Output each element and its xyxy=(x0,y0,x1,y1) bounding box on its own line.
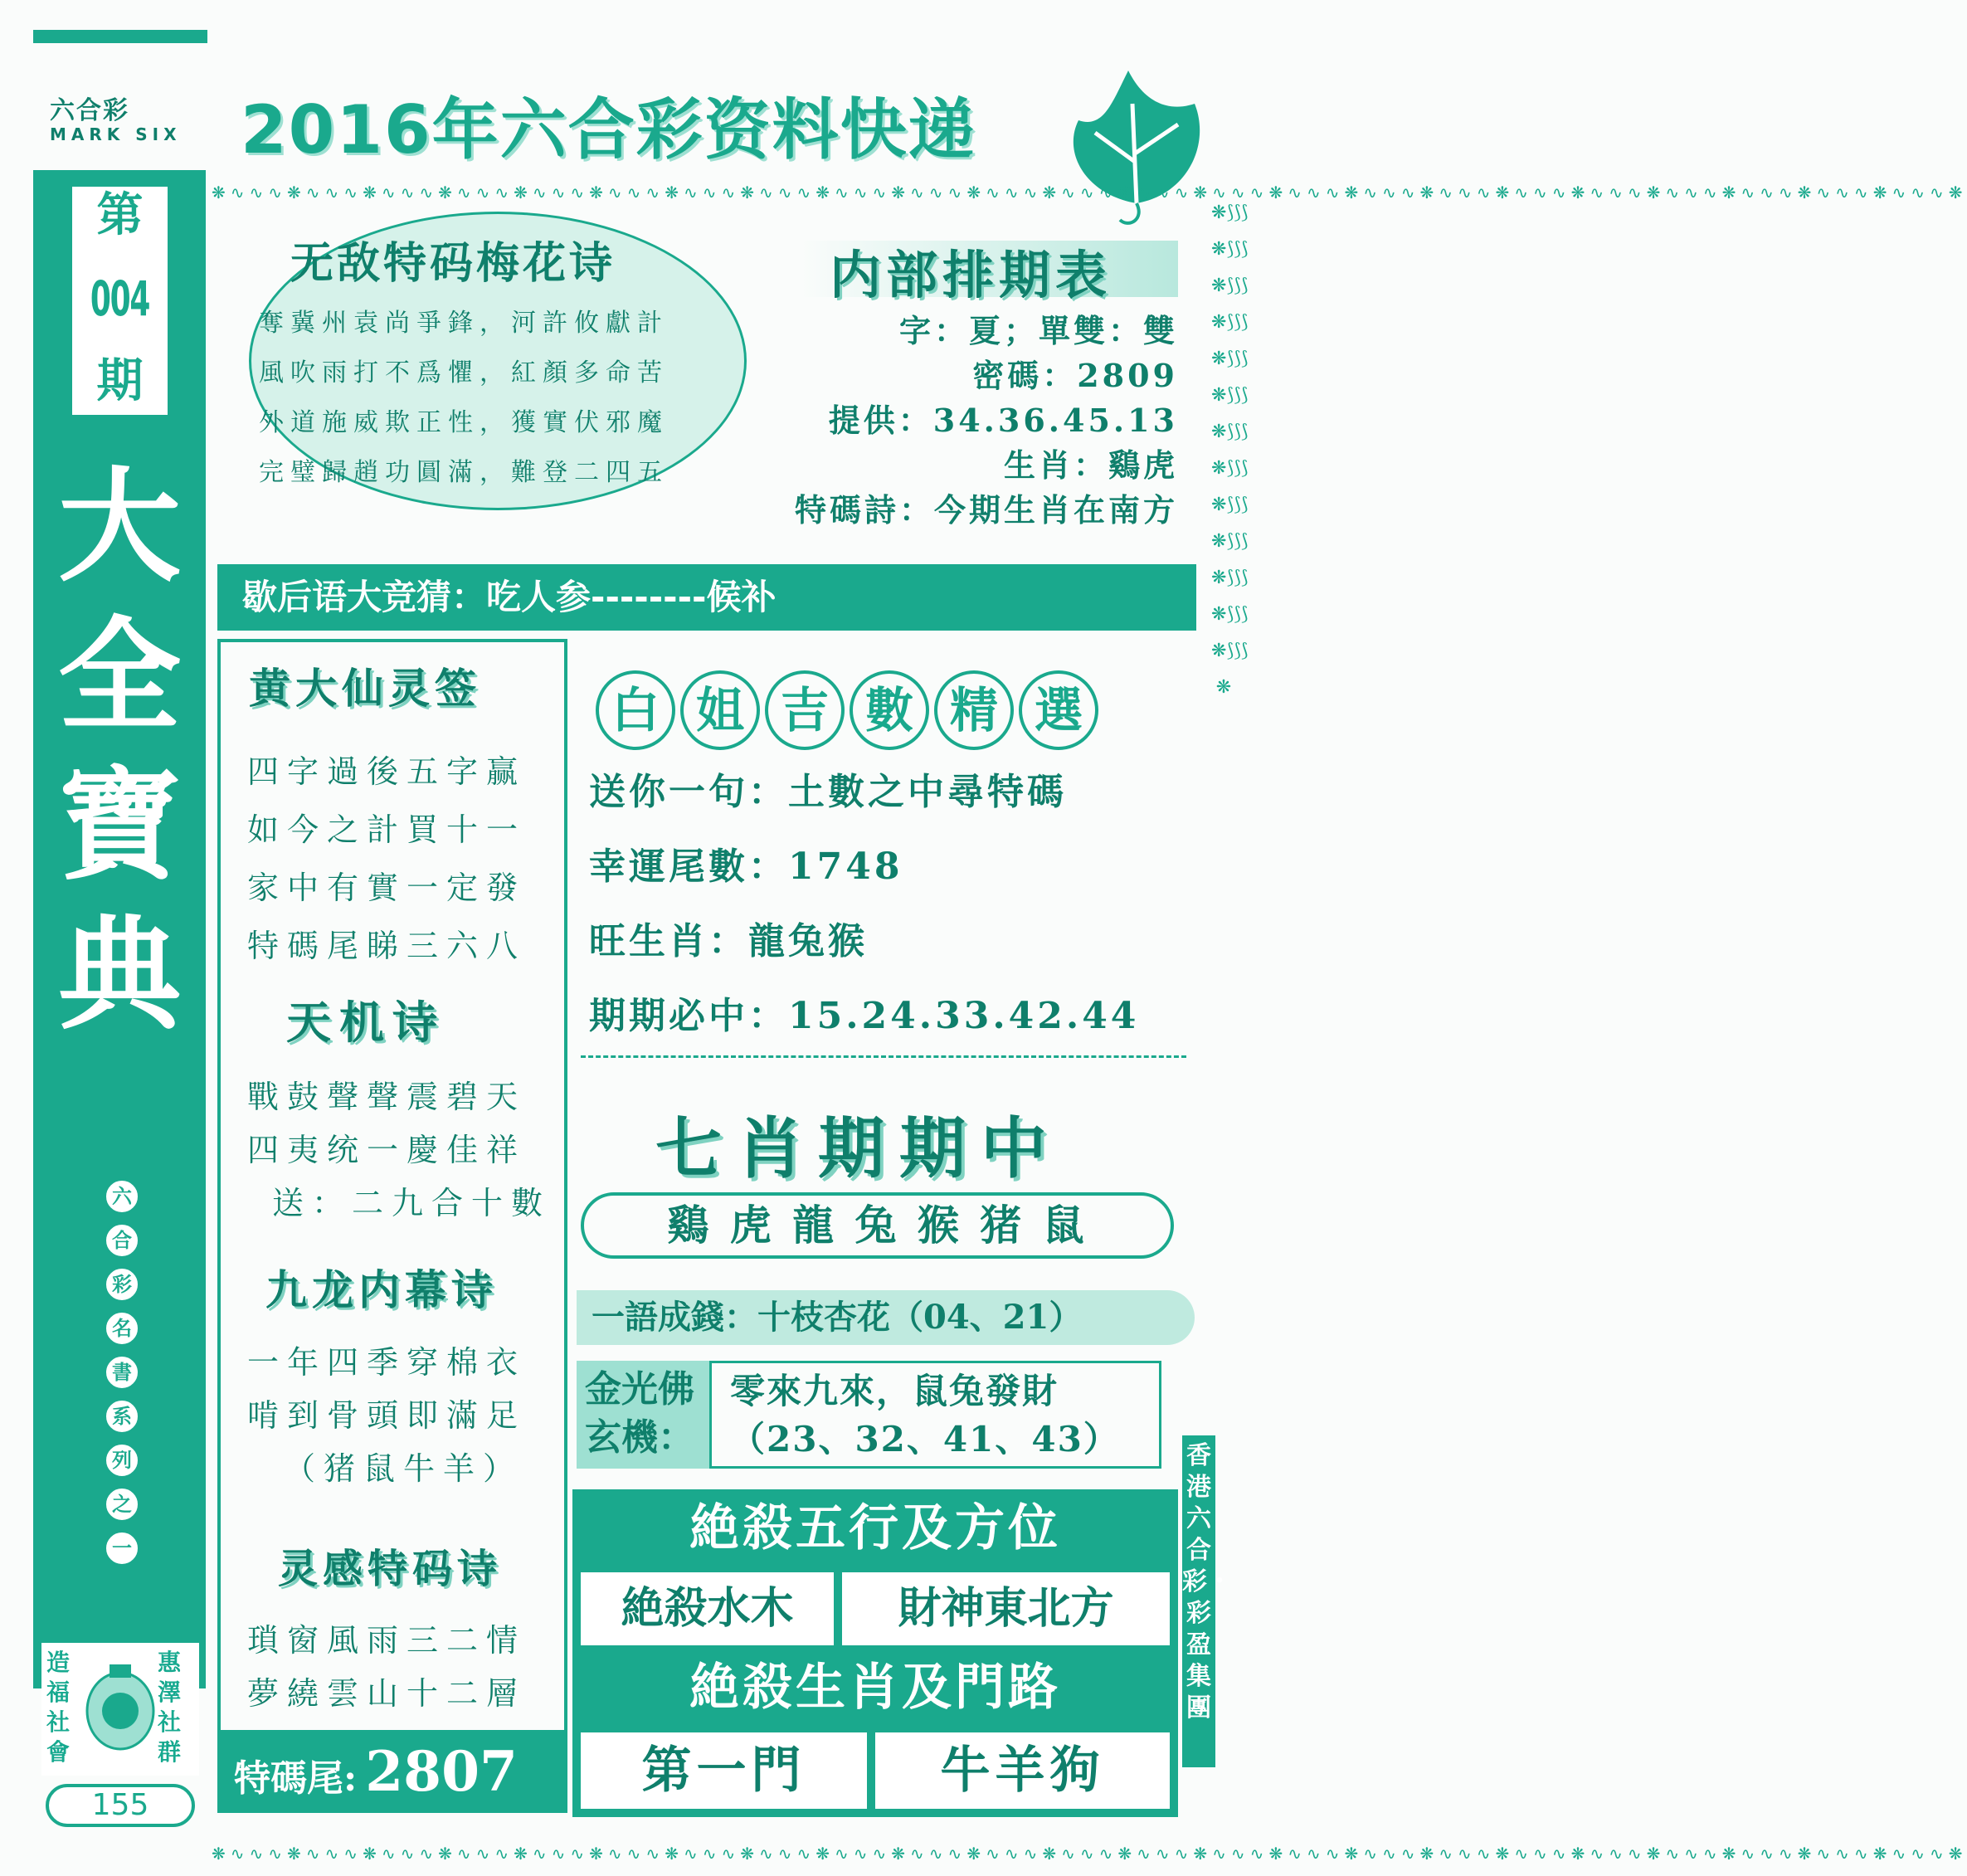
big-title-char: 大 xyxy=(58,456,181,598)
right-wave-border: ❋⟆⟆⟆❋⟆⟆⟆❋⟆⟆⟆❋⟆⟆⟆❋⟆⟆⟆❋⟆⟆⟆❋⟆⟆⟆❋⟆⟆⟆❋⟆⟆⟆❋⟆⟆⟆❋⟆⟆⟆❋⟆⟆⟆❋⟆⟆⟆❋ xyxy=(1211,202,1249,698)
riddle-label: 歇后语大竞猜： xyxy=(242,577,487,617)
buddha-line: （23、32、41、43） xyxy=(730,1419,1120,1459)
bai-row: 送你一句：土數之中尋特碼 xyxy=(589,771,1067,813)
kill-title-1: 絶殺五行及方位 xyxy=(689,1499,1061,1557)
section-title-tianji: 天机诗 xyxy=(286,996,445,1049)
verse-line: （猪鼠牛羊） xyxy=(284,1450,523,1487)
section-title-linggan: 灵感特码诗 xyxy=(278,1546,503,1592)
buddha-label-box xyxy=(577,1361,709,1469)
series-char: 系 xyxy=(104,1398,140,1435)
vertical-banner-text: 香港六合彩・彩盈集團 xyxy=(1182,1441,1232,1723)
verse-line: 一年四季穿棉衣 xyxy=(247,1344,527,1381)
vertical-banner xyxy=(1182,1435,1232,1767)
bottom-wave-border: ❋∿∿∿❋∿∿∿❋∿∿∿❋∿∿∿❋∿∿∿❋∿∿∿❋∿∿∿❋∿∿∿❋∿∿∿❋∿∿∿❋∿∿∿❋∿∿∿❋∿∿∿❋∿∿∿❋∿∿∿❋∿∿∿❋∿∿∿❋∿∿∿❋∿∿∿❋∿∿∿❋∿∿∿❋∿∿∿❋∿∿∿❋ xyxy=(212,1844,1967,1864)
poem-line: 外道施威欺正性，獲實伏邪魔 xyxy=(259,408,669,437)
top-bar xyxy=(33,30,207,43)
schedule-row: 字：夏；單雙：雙 xyxy=(898,312,1178,349)
big-title xyxy=(33,452,206,1050)
verse-line: 如今之計買十一 xyxy=(247,811,527,848)
bai-title-row xyxy=(596,670,1103,750)
issue-box xyxy=(72,187,168,415)
verse-line: 家中有實一定發 xyxy=(247,870,527,906)
bai-title-char: 白 xyxy=(596,670,675,750)
kill-cell-text: 財神東北方 xyxy=(898,1583,1114,1634)
buddha-line: 零來九來，鼠兔發財 xyxy=(730,1371,1059,1411)
poem-line: 完璧歸趙功圓滿，難登二四五 xyxy=(259,458,669,487)
big-title-char: 全 xyxy=(58,605,181,748)
page-number: 155 xyxy=(91,1788,149,1822)
emblem-panel xyxy=(41,1643,199,1776)
schedule-row: 特碼詩：今期生肖在南方 xyxy=(794,491,1178,529)
series-char: 列 xyxy=(104,1442,140,1479)
verse-line: 瑣窗風雨三二情 xyxy=(247,1622,527,1659)
schedule-row: 密碼：2809 xyxy=(972,357,1178,394)
issue-prefix: 第 xyxy=(96,188,144,242)
kill-cell-text: 絶殺水木 xyxy=(621,1583,794,1634)
series-char: 名 xyxy=(104,1310,140,1347)
page-number-badge xyxy=(46,1784,195,1827)
series-char: 一 xyxy=(104,1530,140,1567)
kill-cell-3 xyxy=(581,1732,867,1809)
bai-title-char: 精 xyxy=(934,670,1014,750)
linggan-lines xyxy=(247,1614,526,1720)
verse-line: 特碼尾睇三六八 xyxy=(247,928,527,964)
poem-title: 无敌特码梅花诗 xyxy=(290,239,616,289)
schedule-row: 生肖：鷄虎 xyxy=(1003,446,1178,484)
logo-en: MARK SIX xyxy=(50,124,182,144)
saying-label: 一語成錢： xyxy=(592,1298,757,1337)
buddha-label: 金光佛 xyxy=(585,1368,694,1411)
kill-cell-text: 第一門 xyxy=(641,1742,806,1800)
section-title-jiulong: 九龙内幕诗 xyxy=(265,1266,498,1314)
zodiac-pill xyxy=(581,1192,1174,1259)
issue-suffix: 期 xyxy=(96,354,144,408)
schedule-rows xyxy=(730,309,1178,533)
series-char: 書 xyxy=(104,1354,140,1391)
verse-line: 戰鼓聲聲震碧天 xyxy=(247,1079,527,1115)
poem-line: 風吹雨打不爲懼，紅顏多命苦 xyxy=(259,358,669,387)
verse-line: 啃到骨頭即滿足 xyxy=(247,1397,527,1434)
poem-line: 奪冀州袁尚爭鋒，河許攸獻計 xyxy=(259,309,669,338)
schedule-title: 内部排期表 xyxy=(830,245,1113,305)
page-title: 2016年六合彩资料快递 xyxy=(241,91,976,168)
bai-title-char: 吉 xyxy=(765,670,845,750)
bai-title-char: 姐 xyxy=(680,670,760,750)
tianji-lines xyxy=(247,1070,551,1230)
kill-cell-1 xyxy=(581,1572,834,1645)
big-title-char: 寶 xyxy=(58,754,181,897)
kill-cell-4 xyxy=(875,1732,1170,1809)
series-column xyxy=(101,1178,143,1574)
mark-six-logo xyxy=(50,90,207,148)
big-title-char: 典 xyxy=(58,904,181,1046)
seal-right: 惠澤社群 xyxy=(158,1649,182,1766)
poem-lines xyxy=(259,299,740,498)
saying-text: 十枝杏花（04、21） xyxy=(757,1298,1083,1337)
kill-title-2: 絶殺生肖及門路 xyxy=(689,1659,1061,1717)
jiulong-lines xyxy=(247,1336,526,1495)
series-char: 六 xyxy=(104,1178,140,1215)
verse-line: 送：二九合十數 xyxy=(272,1185,552,1221)
top-wave-border: ❋∿∿∿❋∿∿∿❋∿∿∿❋∿∿∿❋∿∿∿❋∿∿∿❋∿∿∿❋∿∿∿❋∿∿∿❋∿∿∿❋∿∿∿❋∿∿∿❋∿∿∿❋∿∿∿❋∿∿∿❋∿∿∿❋∿∿∿❋∿∿∿❋∿∿∿❋∿∿∿❋∿∿∿❋∿∿∿❋∿∿∿❋ xyxy=(212,183,1967,202)
bai-title-char: 數 xyxy=(850,670,929,750)
series-char: 合 xyxy=(104,1222,140,1259)
verse-line: 四字過後五字赢 xyxy=(247,753,527,790)
dashed-divider xyxy=(581,1055,1186,1058)
bai-row: 旺生肖：龍兔猴 xyxy=(589,920,868,962)
buddha-label: 玄機： xyxy=(585,1416,694,1459)
schedule-row: 提供：34.36.45.13 xyxy=(828,402,1178,439)
series-char: 之 xyxy=(104,1486,140,1523)
series-char: 彩 xyxy=(104,1266,140,1303)
tail-value: 2807 xyxy=(365,1739,518,1804)
verse-line: 夢繞雲山十二層 xyxy=(247,1675,527,1712)
hong-kong-emblem-icon xyxy=(85,1661,156,1752)
zodiac-list: 鷄 虎 龍 兔 猴 猪 鼠 xyxy=(667,1201,1088,1250)
issue-number: 004 xyxy=(90,270,150,327)
seal-left: 造福社會 xyxy=(46,1649,71,1766)
seven-title: 七肖期期中 xyxy=(655,1110,1062,1187)
saying-bar xyxy=(577,1290,1195,1345)
riddle-bar xyxy=(217,564,1196,631)
bai-row: 期期必中：15.24.33.42.44 xyxy=(589,995,1140,1037)
bai-row: 幸運尾數：1748 xyxy=(589,845,903,888)
kill-cell-text: 牛羊狗 xyxy=(940,1742,1105,1800)
buddha-lines xyxy=(730,1367,1120,1464)
section-title-wong-tai-sin: 黄大仙灵签 xyxy=(249,665,481,713)
tail-bar xyxy=(217,1730,567,1813)
wong-tai-sin-lines xyxy=(247,743,526,975)
tail-label: 特碼尾: xyxy=(234,1757,358,1800)
riddle-text: 吃人参--------候补 xyxy=(486,577,777,617)
bai-rows xyxy=(589,755,1139,1054)
kill-cell-2 xyxy=(842,1572,1170,1645)
bai-title-char: 選 xyxy=(1019,670,1098,750)
verse-line: 四夷统一慶佳祥 xyxy=(247,1132,527,1168)
logo-cn: 六合彩 xyxy=(50,96,129,125)
